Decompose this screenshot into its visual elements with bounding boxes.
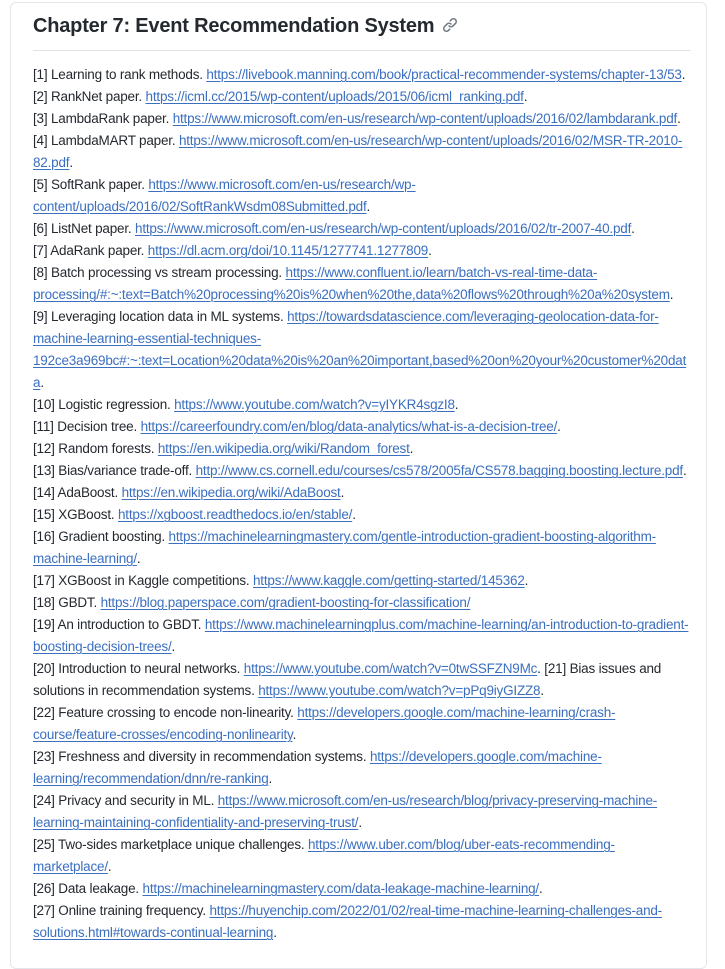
reference-suffix: . (454, 397, 459, 412)
reference-suffix: . (557, 419, 561, 434)
reference-link[interactable]: https://towardsdatascience.com/leveraging-geolocation-data-for-machine-learning-essential-techniques-192ce3a969bc#:~:text=Location%20data%20is%20an%20important,based%20on%20your%20customer%20data (33, 309, 687, 390)
reference-link[interactable]: https://blog.paperspace.com/gradient-boosting-for-classification/ (100, 595, 471, 610)
reference-suffix: . (681, 67, 686, 82)
reference-desc: [26] Data leakage. (33, 881, 143, 896)
reference-desc: [11] Decision tree. (33, 419, 141, 434)
reference-desc: [22] Feature crossing to encode non-linearity. (33, 705, 298, 720)
reference-link[interactable]: https://www.kaggle.com/getting-started/145362 (252, 573, 525, 588)
reference-suffix: . (524, 573, 529, 588)
reference-link[interactable]: https://www.machinelearningplus.com/machine-learning/an-introduction-to-gradient-boosting-decision-trees/ (33, 617, 689, 654)
reference-desc: [25] Two-sides marketplace unique challenges. (33, 837, 308, 852)
reference-desc: [7] AdaRank paper. (33, 243, 148, 258)
reference-desc: [14] AdaBoost. (33, 485, 122, 500)
reference-link[interactable]: https://careerfoundry.com/en/blog/data-analytics/what-is-a-decision-tree/ (140, 419, 558, 434)
reference-link[interactable]: https://en.wikipedia.org/wiki/Random_forest (157, 441, 410, 456)
reference-suffix: . (409, 441, 414, 456)
reference-link[interactable]: https://en.wikipedia.org/wiki/AdaBoost (121, 485, 341, 500)
reference-desc: [8] Batch processing vs stream processing. (33, 265, 286, 280)
reference-link[interactable]: http://www.cs.cornell.edu/courses/cs578/2005fa/CS578.bagging.boosting.lecture.pdf (195, 463, 683, 478)
reference-link[interactable]: https://developers.google.com/machine-learning/crash-course/feature-crosses/encoding-nonlinearity (33, 705, 616, 742)
reference-suffix: . (677, 111, 681, 126)
reference-desc: [15] XGBoost. (33, 507, 118, 522)
reference-suffix: . (523, 89, 528, 104)
reference-suffix: . (539, 881, 543, 896)
reference-link[interactable]: https://machinelearningmastery.com/gentle-introduction-gradient-boosting-algorithm-machine-learning/ (33, 529, 656, 566)
reference-desc: [9] Leveraging location data in ML systems. (33, 309, 288, 324)
link-icon (442, 17, 458, 36)
reference-link[interactable]: https://www.microsoft.com/en-us/research/blog/privacy-preserving-machine-learning-maintaining-confidentiality-and-preserving-trust/ (33, 793, 658, 830)
reference-link[interactable]: https://huyenchip.com/2022/01/02/real-time-machine-learning-challenges-and-solutions.html#towards-continual-learning (33, 903, 662, 940)
reference-desc: [17] XGBoost in Kaggle competitions. (33, 573, 253, 588)
page-title (33, 15, 691, 51)
reference-suffix: . (69, 155, 73, 170)
reference-desc: [5] SoftRank paper. (33, 177, 149, 192)
reference-link[interactable]: https://icml.cc/2015/wp-content/uploads/2015/06/icml_ranking.pdf (145, 89, 524, 104)
reference-link[interactable]: https://livebook.manning.com/book/practical-recommender-systems/chapter-13/53 (206, 67, 682, 82)
reference-link[interactable]: https://www.uber.com/blog/uber-eats-recommending-marketplace/ (33, 837, 615, 874)
reference-suffix: . (682, 463, 687, 478)
reference-link[interactable]: https://www.microsoft.com/en-us/research/wp-content/uploads/2016/02/tr-2007-40.pdf (135, 221, 632, 236)
page-title-text: Chapter 7: Event Recommendation System (33, 15, 435, 37)
reference-desc: [21] Bias issues and solutions in recommendation systems. (33, 661, 662, 698)
reference-link[interactable]: https://www.youtube.com/watch?v=yIYKR4sgzI8 (174, 397, 455, 412)
reference-suffix: . (366, 199, 371, 214)
reference-desc: [6] ListNet paper. (33, 221, 136, 236)
reference-desc: [19] An introduction to GBDT. (33, 617, 205, 632)
reference-link[interactable]: https://machinelearningmastery.com/data-leakage-machine-learning/ (142, 881, 539, 896)
reference-suffix: . (292, 727, 297, 742)
reference-link[interactable]: https://www.microsoft.com/en-us/research/wp-content/uploads/2016/02/lambdarank.pdf (172, 111, 678, 126)
reference-suffix: . (669, 287, 674, 302)
reference-link[interactable]: https://www.confluent.io/learn/batch-vs-real-time-data-processing/#:~:text=Batch%20processing%20is%20when%20the,data%20flows%20through%20a%20system (33, 265, 670, 302)
references (33, 64, 691, 944)
reference-desc: [12] Random forests. (33, 441, 158, 456)
reference-suffix: . (40, 375, 44, 390)
reference-suffix: . (358, 815, 362, 830)
reference-suffix: . (631, 221, 635, 236)
reference-desc: [1] Learning to rank methods. (33, 67, 207, 82)
reference-suffix: . (268, 771, 273, 786)
reference-link[interactable]: https://dl.acm.org/doi/10.1145/1277741.1277809 (147, 243, 429, 258)
reference-link[interactable]: https://www.youtube.com/watch?v=pPq9iyGIZZ8 (258, 683, 541, 698)
reference-desc: [3] LambdaRank paper. (33, 111, 173, 126)
reference-desc: [10] Logistic regression. (33, 397, 175, 412)
reference-desc: [27] Online training frequency. (33, 903, 210, 918)
reference-desc: [18] GBDT. (33, 595, 101, 610)
reference-link[interactable]: https://xgboost.readthedocs.io/en/stable/ (118, 507, 353, 522)
reference-suffix: . (540, 683, 544, 698)
reference-suffix: . (537, 661, 541, 676)
reference-suffix: . (171, 639, 176, 654)
reference-link[interactable]: https://www.microsoft.com/en-us/research/wp-content/uploads/2016/02/MSR-TR-2010-82.pdf (33, 133, 683, 170)
reference-link[interactable]: https://www.youtube.com/watch?v=0twSSFZN9Mc (243, 661, 538, 676)
reference-desc: [4] LambdaMART paper. (33, 133, 179, 148)
reference-desc: [24] Privacy and security in ML. (33, 793, 218, 808)
reference-suffix: . (273, 925, 277, 940)
reference-desc: [16] Gradient boosting. (33, 529, 169, 544)
reference-link[interactable]: https://developers.google.com/machine-learning/recommendation/dnn/re-ranking (33, 749, 602, 786)
reference-desc: [23] Freshness and diversity in recommendation systems. (33, 749, 370, 764)
readme-card (10, 2, 707, 969)
reference-desc: [2] RankNet paper. (33, 89, 146, 104)
reference-link[interactable]: https://www.microsoft.com/en-us/research/wp-content/uploads/2016/02/SoftRankWsdm08Submitted.pdf (33, 177, 416, 214)
reference-suffix: . (340, 485, 345, 500)
reference-desc: [13] Bias/variance trade-off. (33, 463, 196, 478)
reference-suffix: . (136, 551, 141, 566)
reference-suffix: . (428, 243, 432, 258)
reference-suffix: . (107, 859, 112, 874)
heading-anchor-button[interactable] (442, 17, 458, 36)
reference-suffix: . (352, 507, 356, 522)
reference-desc: [20] Introduction to neural networks. (33, 661, 244, 676)
